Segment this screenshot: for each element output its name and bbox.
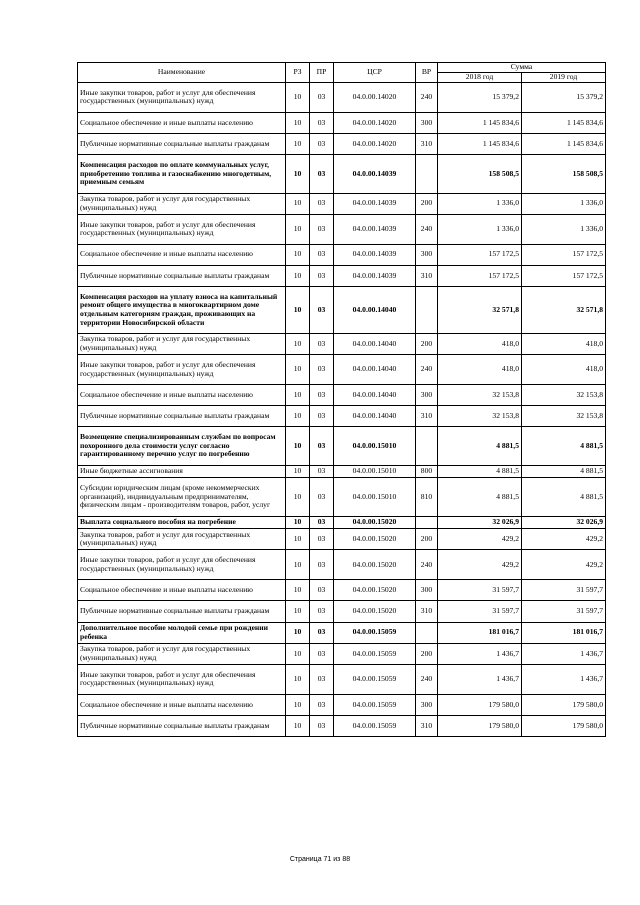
row-sum-2019: 32 026,9 (522, 516, 606, 529)
header-vr: ВР (416, 63, 438, 83)
row-sum-2018: 1 145 834,6 (438, 112, 522, 133)
row-csr: 04.0.00.14040 (334, 286, 416, 333)
row-name: Возмещение специализированным службам по вопросам похоронного дела стоимости услуг согласно гарантированному перечню услуг по погребению (78, 427, 286, 465)
table-row (78, 601, 606, 622)
row-vr: 300 (416, 694, 438, 715)
row-vr: 240 (416, 214, 438, 244)
row-csr: 04.0.00.15020 (334, 550, 416, 580)
table-row (78, 715, 606, 736)
row-vr: 240 (416, 550, 438, 580)
header-rz: РЗ (286, 63, 310, 83)
row-sum-2019: 179 580,0 (522, 694, 606, 715)
row-sum-2019: 32 153,8 (522, 406, 606, 427)
row-rz: 10 (286, 193, 310, 214)
row-sum-2019: 157 172,5 (522, 244, 606, 265)
header-pr: ПР (310, 63, 334, 83)
row-sum-2019: 418,0 (522, 333, 606, 354)
row-rz: 10 (286, 516, 310, 529)
row-rz: 10 (286, 664, 310, 694)
row-csr: 04.0.00.14039 (334, 155, 416, 193)
row-sum-2019: 1 436,7 (522, 664, 606, 694)
row-vr: 240 (416, 83, 438, 113)
row-vr: 200 (416, 643, 438, 664)
row-name: Иные закупки товаров, работ и услуг для обеспечения государственных (муниципальных) нужд (78, 550, 286, 580)
row-name: Выплата социального пособия на погребение (78, 516, 286, 529)
row-name: Закупка товаров, работ и услуг для государственных (муниципальных) нужд (78, 193, 286, 214)
row-sum-2019: 1 145 834,6 (522, 112, 606, 133)
row-sum-2019: 31 597,7 (522, 601, 606, 622)
row-rz: 10 (286, 715, 310, 736)
table-row (78, 622, 606, 643)
row-name: Социальное обеспечение и иные выплаты населению (78, 384, 286, 405)
row-csr: 04.0.00.15020 (334, 529, 416, 550)
table-row (78, 112, 606, 133)
row-rz: 10 (286, 478, 310, 516)
row-sum-2018: 32 571,8 (438, 286, 522, 333)
row-sum-2018: 418,0 (438, 333, 522, 354)
table-row (78, 529, 606, 550)
row-sum-2018: 1 336,0 (438, 193, 522, 214)
table-row (78, 384, 606, 405)
row-sum-2019: 1 145 834,6 (522, 133, 606, 154)
row-pr: 03 (310, 265, 334, 286)
header-2018: 2018 год (438, 73, 522, 83)
row-rz: 10 (286, 601, 310, 622)
row-rz: 10 (286, 427, 310, 465)
row-name: Компенсация расходов по оплате коммунальных услуг, приобретению топлива и газоснабжению многодетным, приемным семьям (78, 155, 286, 193)
row-name: Социальное обеспечение и иные выплаты населению (78, 580, 286, 601)
row-vr: 300 (416, 112, 438, 133)
table-row (78, 694, 606, 715)
row-vr: 810 (416, 478, 438, 516)
row-pr: 03 (310, 427, 334, 465)
row-pr: 03 (310, 333, 334, 354)
table-body (78, 83, 606, 737)
row-sum-2018: 4 881,5 (438, 478, 522, 516)
row-rz: 10 (286, 694, 310, 715)
table-row (78, 478, 606, 516)
row-rz: 10 (286, 155, 310, 193)
table-row (78, 643, 606, 664)
row-rz: 10 (286, 622, 310, 643)
row-rz: 10 (286, 333, 310, 354)
row-csr: 04.0.00.14040 (334, 333, 416, 354)
row-csr: 04.0.00.15059 (334, 622, 416, 643)
row-sum-2018: 4 881,5 (438, 465, 522, 478)
table-row (78, 133, 606, 154)
row-name: Иные закупки товаров, работ и услуг для обеспечения государственных (муниципальных) нужд (78, 214, 286, 244)
table-row (78, 427, 606, 465)
row-name: Компенсация расходов на уплату взноса на капитальный ремонт общего имущества в многоквартирном доме отдельным категориям граждан, проживающих на территории Новосибирской области (78, 286, 286, 333)
row-pr: 03 (310, 193, 334, 214)
row-vr: 800 (416, 465, 438, 478)
row-pr: 03 (310, 286, 334, 333)
header-name: Наименование (78, 63, 286, 83)
row-csr: 04.0.00.14039 (334, 265, 416, 286)
row-csr: 04.0.00.14040 (334, 384, 416, 405)
table-row (78, 664, 606, 694)
row-csr: 04.0.00.15059 (334, 664, 416, 694)
row-sum-2018: 32 153,8 (438, 406, 522, 427)
row-name: Иные закупки товаров, работ и услуг для обеспечения государственных (муниципальных) нужд (78, 355, 286, 385)
header-row (78, 63, 606, 73)
table-row (78, 550, 606, 580)
row-sum-2019: 4 881,5 (522, 465, 606, 478)
table-row (78, 580, 606, 601)
row-csr: 04.0.00.15010 (334, 427, 416, 465)
row-vr: 310 (416, 265, 438, 286)
row-pr: 03 (310, 601, 334, 622)
row-pr: 03 (310, 478, 334, 516)
row-pr: 03 (310, 622, 334, 643)
row-pr: 03 (310, 83, 334, 113)
row-sum-2019: 31 597,7 (522, 580, 606, 601)
row-vr: 240 (416, 664, 438, 694)
row-vr (416, 427, 438, 465)
row-sum-2018: 429,2 (438, 529, 522, 550)
row-pr: 03 (310, 715, 334, 736)
table-row (78, 406, 606, 427)
row-pr: 03 (310, 355, 334, 385)
table-row (78, 355, 606, 385)
row-pr: 03 (310, 580, 334, 601)
row-vr: 200 (416, 333, 438, 354)
row-sum-2019: 32 571,8 (522, 286, 606, 333)
row-sum-2018: 4 881,5 (438, 427, 522, 465)
table-row (78, 214, 606, 244)
row-sum-2018: 1 436,7 (438, 664, 522, 694)
row-rz: 10 (286, 550, 310, 580)
row-name: Иные бюджетные ассигнования (78, 465, 286, 478)
row-rz: 10 (286, 580, 310, 601)
row-sum-2019: 1 336,0 (522, 193, 606, 214)
table-row (78, 193, 606, 214)
row-pr: 03 (310, 516, 334, 529)
row-csr: 04.0.00.15010 (334, 465, 416, 478)
budget-table (77, 62, 606, 737)
row-name: Публичные нормативные социальные выплаты гражданам (78, 133, 286, 154)
row-rz: 10 (286, 83, 310, 113)
row-sum-2018: 157 172,5 (438, 244, 522, 265)
row-sum-2019: 1 336,0 (522, 214, 606, 244)
table-row (78, 286, 606, 333)
row-sum-2018: 157 172,5 (438, 265, 522, 286)
row-rz: 10 (286, 244, 310, 265)
header-sum: Сумма (438, 63, 606, 73)
table-row (78, 83, 606, 113)
row-csr: 04.0.00.15020 (334, 580, 416, 601)
row-pr: 03 (310, 406, 334, 427)
row-name: Социальное обеспечение и иные выплаты населению (78, 244, 286, 265)
row-vr: 310 (416, 406, 438, 427)
row-name: Закупка товаров, работ и услуг для государственных (муниципальных) нужд (78, 333, 286, 354)
row-name: Публичные нормативные социальные выплаты гражданам (78, 406, 286, 427)
row-sum-2018: 429,2 (438, 550, 522, 580)
row-vr: 200 (416, 529, 438, 550)
row-rz: 10 (286, 643, 310, 664)
row-sum-2018: 31 597,7 (438, 580, 522, 601)
row-sum-2018: 181 016,7 (438, 622, 522, 643)
row-sum-2019: 157 172,5 (522, 265, 606, 286)
row-pr: 03 (310, 112, 334, 133)
row-sum-2019: 429,2 (522, 550, 606, 580)
row-sum-2019: 1 436,7 (522, 643, 606, 664)
row-sum-2019: 429,2 (522, 529, 606, 550)
row-csr: 04.0.00.15059 (334, 694, 416, 715)
row-sum-2018: 1 436,7 (438, 643, 522, 664)
row-sum-2019: 4 881,5 (522, 478, 606, 516)
row-vr: 310 (416, 133, 438, 154)
row-name: Публичные нормативные социальные выплаты гражданам (78, 715, 286, 736)
row-pr: 03 (310, 550, 334, 580)
row-name: Социальное обеспечение и иные выплаты населению (78, 694, 286, 715)
row-sum-2019: 179 580,0 (522, 715, 606, 736)
row-sum-2018: 31 597,7 (438, 601, 522, 622)
row-vr (416, 622, 438, 643)
row-pr: 03 (310, 244, 334, 265)
row-csr: 04.0.00.15010 (334, 478, 416, 516)
row-name: Иные закупки товаров, работ и услуг для обеспечения государственных (муниципальных) нужд (78, 664, 286, 694)
row-name: Закупка товаров, работ и услуг для государственных (муниципальных) нужд (78, 643, 286, 664)
row-vr: 300 (416, 384, 438, 405)
row-vr: 310 (416, 601, 438, 622)
row-csr: 04.0.00.15020 (334, 516, 416, 529)
row-rz: 10 (286, 465, 310, 478)
table-row (78, 465, 606, 478)
row-rz: 10 (286, 286, 310, 333)
row-csr: 04.0.00.14039 (334, 244, 416, 265)
row-vr: 310 (416, 715, 438, 736)
row-rz: 10 (286, 529, 310, 550)
row-sum-2019: 181 016,7 (522, 622, 606, 643)
row-rz: 10 (286, 265, 310, 286)
row-csr: 04.0.00.15059 (334, 715, 416, 736)
table-row (78, 333, 606, 354)
row-name: Иные закупки товаров, работ и услуг для обеспечения государственных (муниципальных) нужд (78, 83, 286, 113)
row-csr: 04.0.00.14020 (334, 133, 416, 154)
row-sum-2018: 32 153,8 (438, 384, 522, 405)
row-rz: 10 (286, 406, 310, 427)
row-csr: 04.0.00.14039 (334, 193, 416, 214)
row-name: Дополнительное пособие молодой семье при рождении ребенка (78, 622, 286, 643)
row-name: Публичные нормативные социальные выплаты гражданам (78, 265, 286, 286)
table-row (78, 265, 606, 286)
row-rz: 10 (286, 355, 310, 385)
row-vr (416, 286, 438, 333)
row-csr: 04.0.00.14040 (334, 406, 416, 427)
table-row (78, 244, 606, 265)
row-sum-2018: 1 336,0 (438, 214, 522, 244)
row-sum-2018: 418,0 (438, 355, 522, 385)
row-pr: 03 (310, 664, 334, 694)
row-vr (416, 516, 438, 529)
row-sum-2018: 179 580,0 (438, 694, 522, 715)
row-sum-2019: 32 153,8 (522, 384, 606, 405)
row-rz: 10 (286, 384, 310, 405)
row-csr: 04.0.00.14020 (334, 112, 416, 133)
row-vr: 300 (416, 580, 438, 601)
table-row (78, 516, 606, 529)
row-sum-2019: 158 508,5 (522, 155, 606, 193)
row-name: Субсидии юридическим лицам (кроме некоммерческих организаций), индивидуальным предпринимателям, физическим лицам - производителям товаров, работ, услуг (78, 478, 286, 516)
row-pr: 03 (310, 643, 334, 664)
row-csr: 04.0.00.14040 (334, 355, 416, 385)
row-sum-2018: 179 580,0 (438, 715, 522, 736)
page-number: Страница 71 из 88 (289, 856, 351, 863)
row-sum-2019: 15 379,2 (522, 83, 606, 113)
row-vr: 300 (416, 244, 438, 265)
row-pr: 03 (310, 214, 334, 244)
row-vr (416, 155, 438, 193)
row-name: Публичные нормативные социальные выплаты гражданам (78, 601, 286, 622)
header-csr: ЦСР (334, 63, 416, 83)
row-csr: 04.0.00.15020 (334, 601, 416, 622)
table-row (78, 155, 606, 193)
row-pr: 03 (310, 133, 334, 154)
row-vr: 200 (416, 193, 438, 214)
row-name: Социальное обеспечение и иные выплаты населению (78, 112, 286, 133)
row-rz: 10 (286, 112, 310, 133)
row-sum-2019: 4 881,5 (522, 427, 606, 465)
row-sum-2018: 158 508,5 (438, 155, 522, 193)
row-sum-2019: 418,0 (522, 355, 606, 385)
row-name: Закупка товаров, работ и услуг для государственных (муниципальных) нужд (78, 529, 286, 550)
row-csr: 04.0.00.14039 (334, 214, 416, 244)
row-sum-2018: 1 145 834,6 (438, 133, 522, 154)
row-rz: 10 (286, 133, 310, 154)
row-pr: 03 (310, 694, 334, 715)
row-sum-2018: 32 026,9 (438, 516, 522, 529)
row-vr: 240 (416, 355, 438, 385)
row-pr: 03 (310, 155, 334, 193)
row-csr: 04.0.00.14020 (334, 83, 416, 113)
row-pr: 03 (310, 384, 334, 405)
row-csr: 04.0.00.15059 (334, 643, 416, 664)
row-sum-2018: 15 379,2 (438, 83, 522, 113)
row-pr: 03 (310, 465, 334, 478)
row-pr: 03 (310, 529, 334, 550)
header-2019: 2019 год (522, 73, 606, 83)
row-rz: 10 (286, 214, 310, 244)
